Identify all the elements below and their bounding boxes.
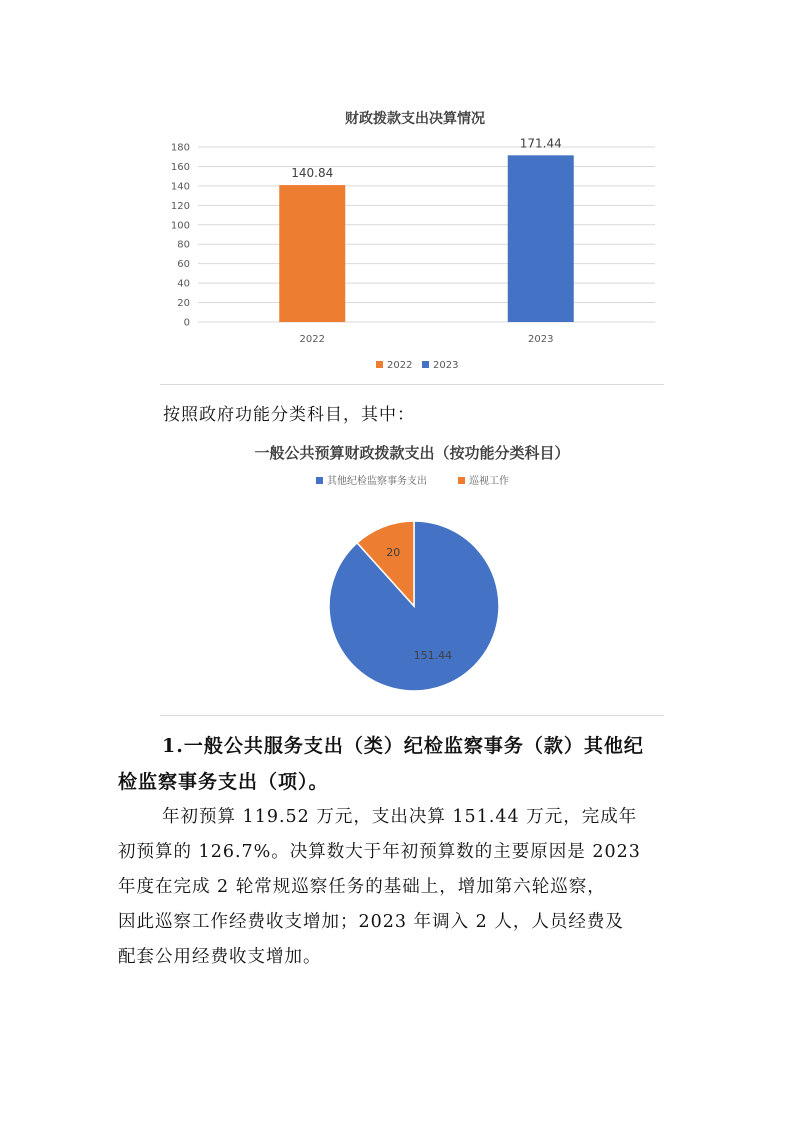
divider-line xyxy=(160,384,664,385)
y-tick-label: 100 xyxy=(170,220,190,232)
paragraph-line: 配套公用经费收支增加。 xyxy=(118,947,322,967)
y-tick-label: 160 xyxy=(170,161,190,173)
pie-chart xyxy=(160,430,664,710)
intro-text: 按照政府功能分类科目，其中： xyxy=(163,405,415,425)
legend-swatch xyxy=(376,361,383,368)
y-tick-label: 80 xyxy=(177,239,190,251)
legend-swatch xyxy=(422,361,429,368)
bar-2022 xyxy=(279,185,345,322)
paragraph-line: 初预算的 126.7%。决算数大于年初预算数的主要原因是 2023 xyxy=(118,842,641,862)
section-paragraph xyxy=(118,800,694,975)
data-label: 140.84 xyxy=(291,166,334,181)
legend-swatch xyxy=(458,477,465,484)
y-tick-label: 40 xyxy=(177,278,190,290)
section-heading-line: 1.一般公共服务支出（类）纪检监察事务（款）其他纪 xyxy=(162,735,644,757)
pie-chart-svg xyxy=(160,430,664,710)
data-label: 20 xyxy=(386,546,401,560)
y-tick-label: 60 xyxy=(177,259,190,271)
data-label: 171.44 xyxy=(519,136,562,151)
section-heading xyxy=(118,728,698,800)
legend-label: 2022 xyxy=(387,360,413,371)
bar-chart-svg xyxy=(150,100,670,380)
y-tick-label: 120 xyxy=(170,200,190,212)
bar-chart-title: 财政拨款支出决算情况 xyxy=(345,111,485,127)
bar-2023 xyxy=(508,155,574,322)
paragraph-line: 年初预算 119.52 万元，支出决算 151.44 万元，完成年 xyxy=(162,807,638,827)
y-tick-label: 140 xyxy=(170,181,190,193)
y-tick-label: 180 xyxy=(170,142,190,154)
y-tick-label: 20 xyxy=(177,298,190,310)
y-tick-label: 0 xyxy=(183,317,190,329)
legend-label: 2023 xyxy=(433,360,459,371)
x-tick-label: 2023 xyxy=(528,334,554,345)
legend-label: 巡视工作 xyxy=(469,476,509,487)
legend-label: 其他纪检监察事务支出 xyxy=(327,476,427,487)
pie-chart-title: 一般公共预算财政拨款支出（按功能分类科目） xyxy=(254,444,570,462)
legend-swatch xyxy=(316,477,323,484)
paragraph-line: 因此巡察工作经费收支增加；2023 年调入 2 人，人员经费及 xyxy=(118,912,624,932)
data-label: 151.44 xyxy=(413,649,453,663)
paragraph-line: 年度在完成 2 轮常规巡察任务的基础上，增加第六轮巡察， xyxy=(118,877,606,897)
bar-chart xyxy=(150,100,670,380)
section-heading-line: 检监察事务支出（项）。 xyxy=(118,771,329,793)
x-tick-label: 2022 xyxy=(299,334,325,345)
divider-line xyxy=(160,715,664,716)
